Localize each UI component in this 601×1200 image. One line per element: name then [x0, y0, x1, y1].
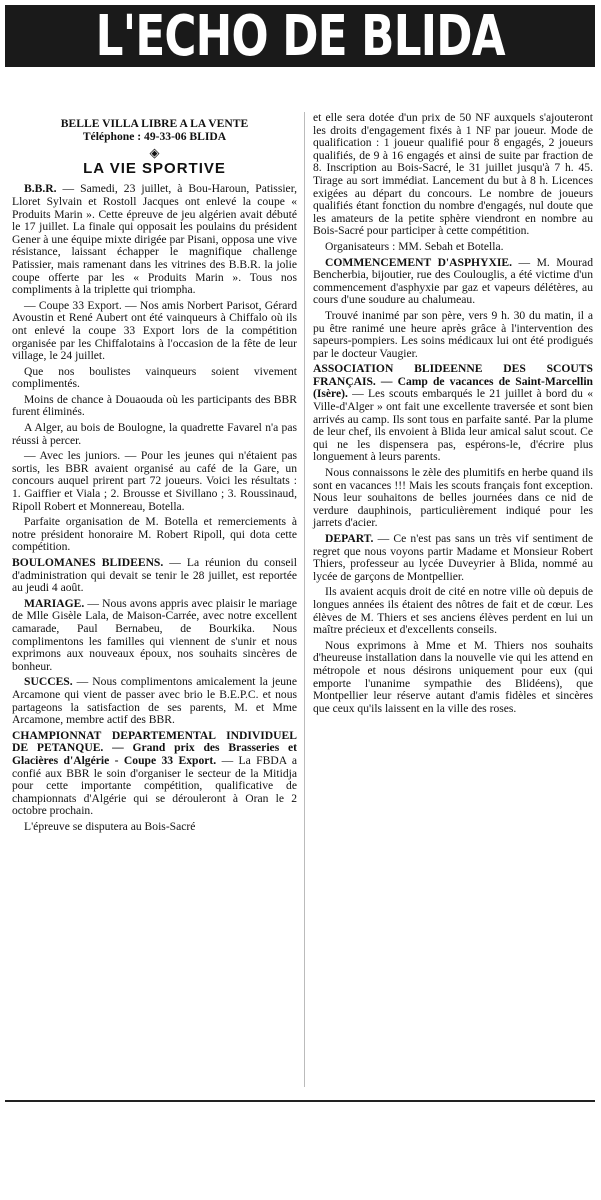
article-heading: MARIAGE. [24, 596, 85, 610]
article-text: — Les scouts embarqués le 21 juillet à bord du « Ville-d'Alger » ont fait une excellente traversée et sont bien arrivés au camp. Ils sont tous en parfaite santé. Par la plume de leur chef, ils envoient à Blida leur amical salut scout. Ce qui ne les dispensera pas, espérons-le, d'écrire plus longuement à leurs parents. [313, 387, 593, 464]
bottom-rule [5, 1100, 595, 1102]
article-championnat [12, 730, 297, 818]
left-column [12, 112, 297, 836]
article-boulomanes [12, 557, 297, 595]
column-divider [304, 112, 305, 1087]
article-paragraph: Parfaite organisation de M. Botella et remerciements à notre président honoraire M. Robert Ripoll, qui dota cette compétition. [12, 515, 297, 554]
article-heading: DEPART. [325, 532, 374, 545]
article-text: — La FBDA a confié aux BBR le soin d'organiser le secteur de la Mitidja pour cette importante compétition, qualificative de championnats d'Algérie qui se dérouleront à Oran le 2 octobre prochain. [12, 753, 297, 818]
article-depart [313, 533, 593, 583]
article-heading: SUCCES. [24, 675, 73, 689]
article-text: — La réunion du conseil d'administration qui devait se tenir le 28 juillet, est reportée au jeudi 4 août. [12, 556, 297, 595]
article-heading: COMMENCEMENT D'ASPHYXIE. [325, 255, 512, 269]
article-paragraph: Organisateurs : MM. Sebah et Botella. [325, 239, 504, 253]
article-paragraph: Moins de chance à Douaouda où les participants des BBR furent éliminés. [12, 392, 297, 419]
article-paragraph: A Alger, au bois de Boulogne, la quadrette Favarel n'a pas réussi à percer. [12, 421, 297, 447]
article-bbr [12, 183, 297, 296]
article-text: — Nous complimentons amicalement la jeune Arcamone qui vient de passer avec brio le B.E.P.C. et nous partageons la satisfaction de ses parents, M. et Mme Arcamone, membre actif des BBR. [12, 675, 297, 727]
masthead [5, 5, 595, 67]
article-text: — M. Mourad Bencherbia, bijoutier, rue des Coulouglis, a été victime d'un commencement d'asphyxie par gaz et vapeurs délétères, au cours d'une soudure au chalumeau. [313, 255, 593, 307]
article-succes [12, 676, 297, 726]
article-heading: BOULOMANES BLIDEENS. [12, 556, 164, 569]
article-paragraph: Nous connaissons le zèle des plumitifs en herbe quand ils sont en vacances !!! Mais les scouts français font exception. Nous leur souhaitons de belles journées dans ce nid de verdure dauphinois, particulièrement indiqué pour les jarrets d'acier. [313, 466, 593, 530]
article-mariage [12, 598, 297, 674]
article-paragraph: Nous exprimons à Mme et M. Thiers nos souhaits d'heureuse installation dans la nouvelle vie qui les attend en métropole et nous désirons uniquement pour eux (qui emporte l'unanime sympathie des Blidéens), que Montpellier leur réserve autant d'amis fidèles et sincères que ceux qu'ils laissent en la ville des roses. [313, 638, 593, 715]
article-paragraph: Ils avaient acquis droit de cité en notre ville où depuis de longues années ils étaient des nôtres de fait et de cœur. Les élèves de M. Thiers et ses anciens élèves perdent en lui un maître précieux et d'excellents conseils. [313, 585, 593, 637]
article-asphyxie [313, 257, 593, 307]
article-paragraph: — Coupe 33 Export. — Nos amis Norbert Parisot, Gérard Avoustin et René Aubert ont été vainqueurs à Chiffalo où ils ont enlevé la coupe 33 Export lors de la compétition organisée par les Chiffalotains à l'occasion de la fête de leur village, le 24 juillet. [12, 298, 297, 363]
announcement-line2: Téléphone : 49-33-06 BLIDA [82, 129, 227, 143]
article-paragraph: L'épreuve se disputera au Bois-Sacré [24, 819, 196, 833]
section-title: LA VIE SPORTIVE [83, 159, 226, 177]
article-text: — Nous avons appris avec plaisir le mariage de Mlle Gisèle Lala, de Maison-Carrée, avec notre excellent camarade, Paul Bernabeu, de Bourkika. Nous complimentons les familles qui viennent de s'unir et nous exprimons aux nouveaux époux, nos souhaits sincères de bonheur. [12, 596, 297, 673]
right-column [313, 112, 593, 718]
article-heading: ASSOCIATION BLIDEENNE DES SCOUTS FRANÇAIS. — Camp de vacances de Saint-Marcellin (Isère). [313, 362, 593, 401]
article-heading: B.B.R. [24, 182, 57, 196]
article-heading: CHAMPIONNAT DEPARTEMENTAL INDIVIDUEL DE PETANQUE. — Grand prix des Brasseries et Glacières d'Algérie - Coupe 33 Export. [12, 728, 297, 767]
article-text: — Ce n'est pas sans un très vif sentiment de regret que nous voyons partir Madame et Monsieur Robert Thiers, professeur au lycée Duveyrier à Blida, nommé au lycée de garçons de Montpellier. [313, 532, 593, 583]
article-paragraph: — Avec les juniors. — Pour les jeunes qui n'étaient pas sortis, les BBR avaient organisé au café de la Gare, un concours auquel prirent part 72 joueurs. Voici les résultats : 1. Gaiffier et Viala ; 2. Brousse et Sivillano ; 3. Roussinaud, Ripoll Robert et Monnereau, Botella. [12, 449, 297, 513]
masthead-title: L'ECHO DE BLIDA [95, 3, 505, 69]
article-paragraph: et elle sera dotée d'un prix de 50 NF auxquels s'ajouteront les droits d'engagement fixés à 1 NF par joueur. Mode de qualification : 1 joueur qualifié pour 8 engagés, 2 joueurs qualifiés, de 9 à 16 engagés et ainsi de suite par fraction de 8. Inscription au Bois-Sacré, le 31 juillet jusqu'à 7 h. 45. Tirage au sort immédiat. Lancement du but à 8 h. Licences exigées au départ du concours. Le nombre de joueurs qualifiés étant fonction du nombre d'engagés, nul doute que les amateurs de la petite sphère viendront en nombre au Bois-Sacré pour participer à cette compétition. [313, 111, 593, 238]
article-paragraph: Trouvé inanimé par son père, vers 9 h. 30 du matin, il a pu être ranimé une heure après grâce à l'intervention des sapeurs-pompiers. Les soins médicaux lui ont été prodigués par le docteur Vaugier. [313, 308, 593, 360]
announcement-line1: BELLE VILLA LIBRE A LA VENTE [60, 117, 249, 130]
article-paragraph: Que nos boulistes vainqueurs soient vivement complimentés. [12, 364, 297, 391]
ornament-icon: ◈ [149, 145, 160, 161]
article-scouts [313, 363, 593, 464]
article-text: — Samedi, 23 juillet, à Bou-Haroun, Patissier, Lloret Sylvain et Rostoll Jacques ont enlevé la coupe « Produits Marin ». Cette épreuve de jeu algérien avait débuté le 17 juillet. La finale qui opposait les poulains du président Gener à une équipe mixte dirigée par Pisani, opposa une vive résistance, laissant échapper le magnifique challenge Patissier, mais ramenant dans les vitrines des B.B.R. la jolie coupe offerte par les « Produits Marin ». Tous nos compliments à la triplette qui triompha. [12, 182, 297, 297]
